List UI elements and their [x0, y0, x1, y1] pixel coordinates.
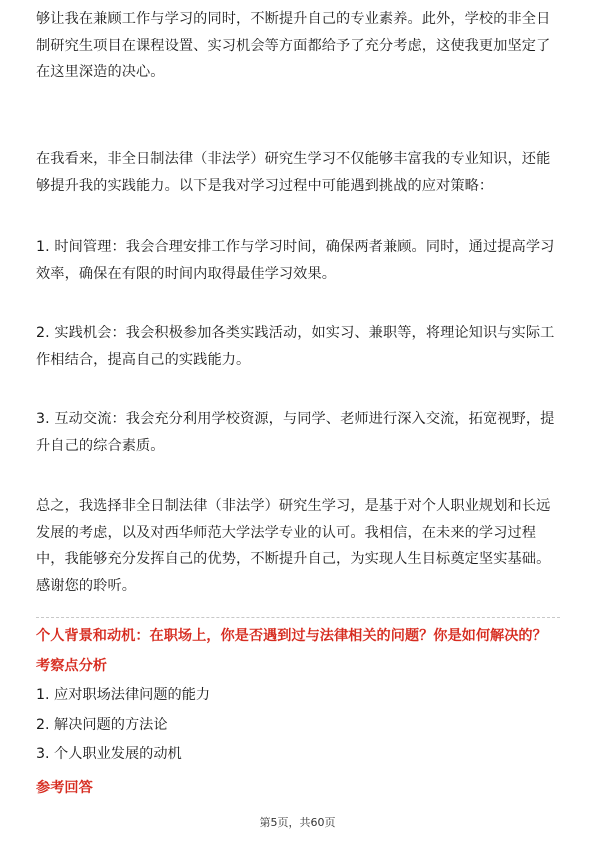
analysis-heading: 考察点分析 — [36, 658, 107, 674]
paragraph-interaction: 3. 互动交流：我会充分利用学校资源，与同学、老师进行深入交流，拓宽视野，提升自己的综合素质。 — [36, 411, 555, 454]
paragraph-intro-continuation: 够让我在兼顾工作与学习的同时，不断提升自己的专业素养。此外，学校的非全日制研究生项目在课程设置、实习机会等方面都给予了充分考虑，这使我更加坚定了在这里深造的决心。 — [36, 11, 551, 80]
paragraph-time-management: 1. 时间管理：我会合理安排工作与学习时间，确保两者兼顾。同时，通过提高学习效率，确保在有限的时间内取得最佳学习效果。 — [36, 239, 555, 282]
page-number-footer: 第5页，共60页 — [259, 816, 336, 829]
paragraph-study-view: 在我看来，非全日制法律（非法学）研究生学习不仅能够丰富我的专业知识，还能够提升我的实践能力。以下是我对学习过程中可能遇到挑战的应对策略： — [36, 151, 551, 194]
answer-heading: 参考回答 — [36, 780, 93, 796]
paragraph-practice-opportunities: 2. 实践机会：我会积极参加各类实践活动，如实习、兼职等，将理论知识与实际工作相结合，提高自己的实践能力。 — [36, 325, 555, 368]
section-divider — [36, 617, 560, 618]
analysis-item: 3. 个人职业发展的动机 — [36, 746, 182, 762]
analysis-item: 2. 解决问题的方法论 — [36, 717, 168, 733]
analysis-item: 1. 应对职场法律问题的能力 — [36, 687, 211, 703]
interview-question: 个人背景和动机：在职场上，你是否遇到过与法律相关的问题？你是如何解决的？ — [36, 628, 547, 644]
paragraph-conclusion: 总之，我选择非全日制法律（非法学）研究生学习，是基于对个人职业规划和长远发展的考虑，以及对西华师范大学法学专业的认可。我相信，在未来的学习过程中，我能够充分发挥自己的优势，不断提升自己，为实现人生目标奠定坚实基础。感谢您的聆听。 — [36, 498, 551, 594]
